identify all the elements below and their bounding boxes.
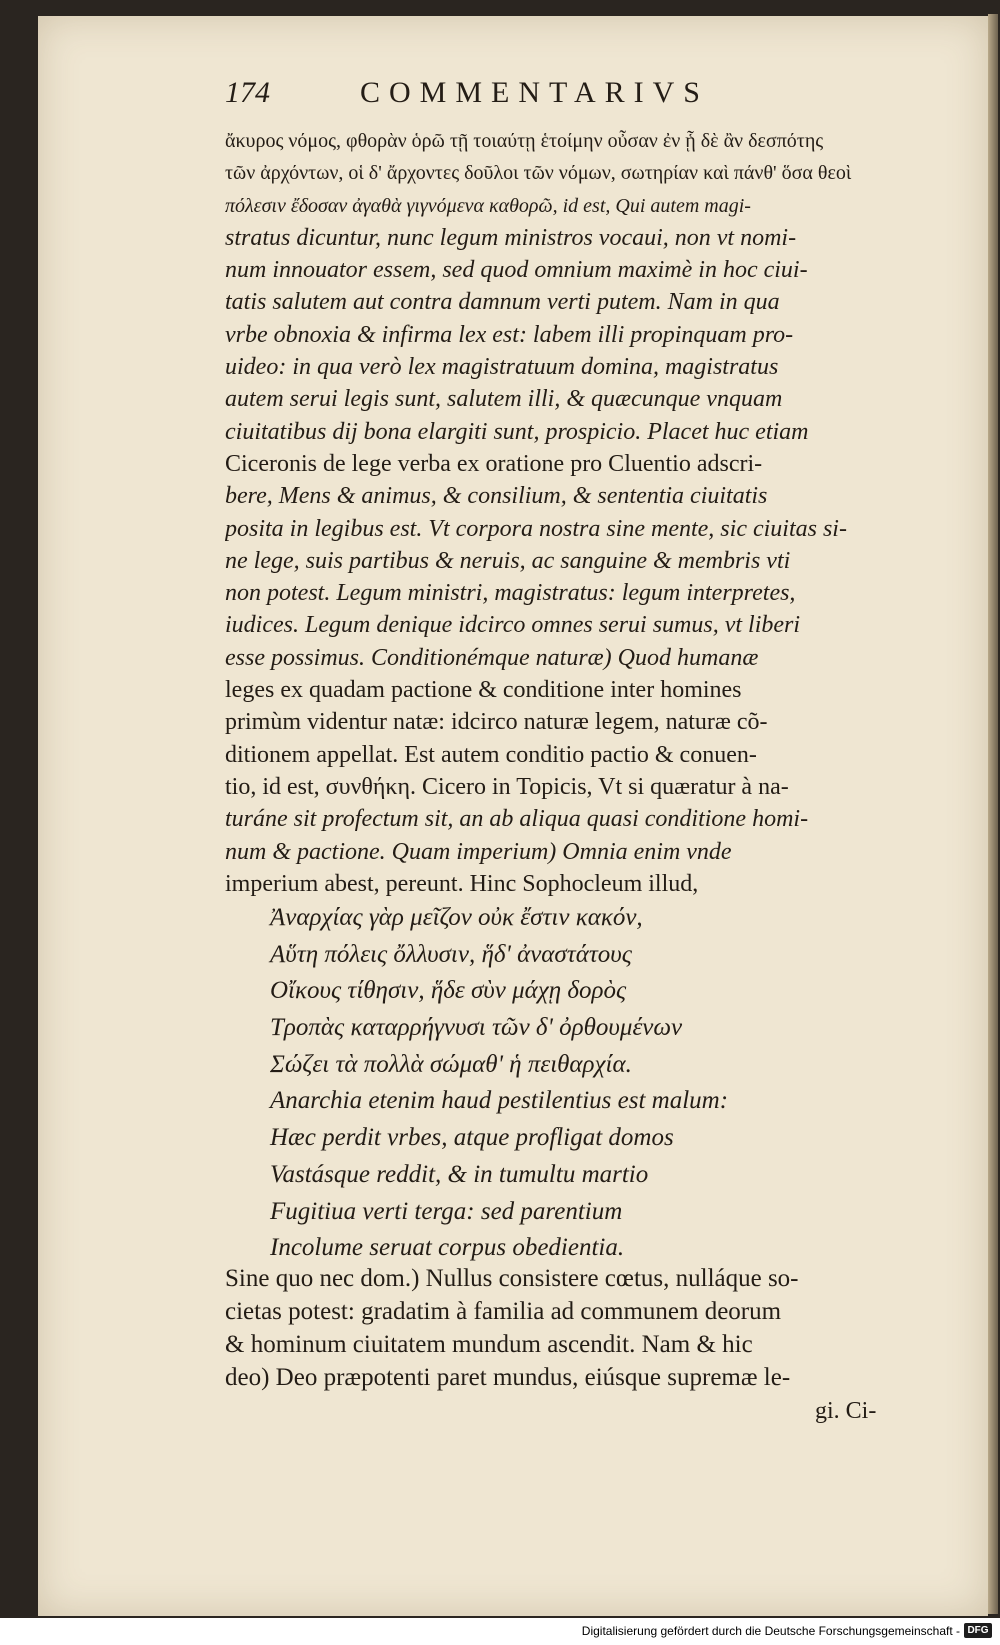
- text-line: tatis salutem aut contra damnum verti putem. Nam in qua: [225, 289, 780, 316]
- verse-line: Αὕτη πόλεις ὄλλυσιν, ἥδ' ἀναστάτους: [270, 940, 632, 968]
- text-line: vrbe obnoxia & infirma lex est: labem illi propinquam pro-: [225, 321, 794, 348]
- verse-line: Vastásque reddit, & in tumultu martio: [270, 1160, 649, 1188]
- text-line: uideo: in qua verò lex magistratuum domina, magistratus: [225, 354, 779, 381]
- verse-line: Incolume seruat corpus obedientia.: [270, 1234, 625, 1262]
- digitization-footer: [0, 1618, 1000, 1645]
- text-line: πόλεσιν ἔδοσαν ἀγαθὰ γιγνόμενα καθορῶ, id est, Qui autem magi-: [225, 194, 751, 217]
- text-line: iudices. Legum denique idcirco omnes serui sumus, vt liberi: [225, 612, 801, 639]
- verse-line: Σώζει τὰ πολλὰ σώμαθ' ἡ πειθαρχία.: [270, 1050, 632, 1078]
- dfg-logo: DFG: [964, 1623, 992, 1638]
- text-line: ditionem appellat. Est autem conditio pactio & conuen-: [225, 741, 757, 768]
- text-line: & hominum ciuitatem mundum ascendit. Nam & hic: [225, 1331, 753, 1358]
- page-edge: [988, 14, 998, 1614]
- text-line: imperium abest, pereunt. Hinc Sophocleum illud,: [225, 870, 699, 897]
- funding-notice: Digitalisierung gefördert durch die Deutsche Forschungsgemeinschaft -: [581, 1624, 960, 1638]
- catchword: gi. Ci-: [815, 1398, 877, 1424]
- text-line: turáne sit profectum sit, an ab aliqua quasi conditione homi-: [225, 806, 809, 833]
- text-line: num & pactione. Quam imperium) Omnia enim vnde: [225, 838, 732, 865]
- text-line: tio, id est, συνθήκη. Cicero in Topicis, Vt si quæratur à na-: [225, 773, 789, 800]
- text-line: cietas potest: gradatim à familia ad communem deorum: [225, 1298, 782, 1325]
- verse-line: Οἴκους τίθησιν, ἥδε σὺν μάχῃ δορὸς: [270, 977, 627, 1005]
- text-line: bere, Mens & animus, & consilium, & sententia ciuitatis: [225, 483, 768, 510]
- page-header: [225, 76, 930, 126]
- text-line: τῶν ἀρχόντων, οἱ δ' ἄρχοντες δοῦλοι τῶν νόμων, σωτηρίαν καὶ πάνθ' ὅσα θεοὶ: [225, 162, 852, 185]
- verse-line: Hæc perdit vrbes, atque profligat domos: [270, 1124, 674, 1152]
- commentary-text: [225, 125, 930, 900]
- text-line: non potest. Legum ministri, magistratus: legum interpretes,: [225, 580, 796, 607]
- text-line: esse possimus. Conditionémque naturæ) Quod humanæ: [225, 644, 759, 671]
- text-line: posita in legibus est. Vt corpora nostra sine mente, sic ciuitas si-: [225, 515, 847, 542]
- text-line: stratus dicuntur, nunc legum ministros vocaui, non vt nomi-: [225, 224, 797, 251]
- text-line: num innouator essem, sed quod omnium maximè in hoc ciui-: [225, 257, 808, 284]
- text-line: leges ex quadam pactione & conditione inter homines: [225, 677, 742, 704]
- text-line: ciuitatibus dij bona elargiti sunt, prospicio. Placet huc etiam: [225, 418, 809, 445]
- verse-line: Τροπὰς καταρρήγνυσι τῶν δ' ὀρθουμένων: [270, 1014, 683, 1042]
- verse-line: Anarchia etenim haud pestilentius est malum:: [270, 1087, 729, 1115]
- text-line: Ciceronis de lege verba ex oratione pro Cluentio adscri-: [225, 450, 763, 477]
- text-line: ne lege, suis partibus & neruis, ac sanguine & membris vti: [225, 547, 791, 574]
- text-line: deo) Deo præpotenti paret mundus, eiúsque supremæ le-: [225, 1364, 791, 1391]
- sophocles-verse: [270, 900, 910, 1267]
- verse-line: Ἀναρχίας γὰρ μεῖζον οὐκ ἔστιν κακόν,: [270, 904, 643, 931]
- commentary-text-continued: [225, 1262, 930, 1394]
- text-line: ἄκυρος νόμος, φθορὰν ὁρῶ τῇ τοιαύτῃ ἑτοίμην οὖσαν ἐν ᾗ δὲ ἂν δεσπότης: [225, 130, 824, 152]
- text-line: primùm videntur natæ: idcirco naturæ legem, naturæ cõ-: [225, 709, 768, 736]
- page-number: 174: [225, 76, 270, 109]
- running-head: COMMENTARIVS: [360, 76, 709, 109]
- verse-line: Fugitiua verti terga: sed parentium: [270, 1197, 623, 1225]
- text-line: Sine quo nec dom.) Nullus consistere cœtus, nulláque so-: [225, 1265, 799, 1292]
- text-line: autem serui legis sunt, salutem illi, & quæcunque vnquam: [225, 386, 783, 413]
